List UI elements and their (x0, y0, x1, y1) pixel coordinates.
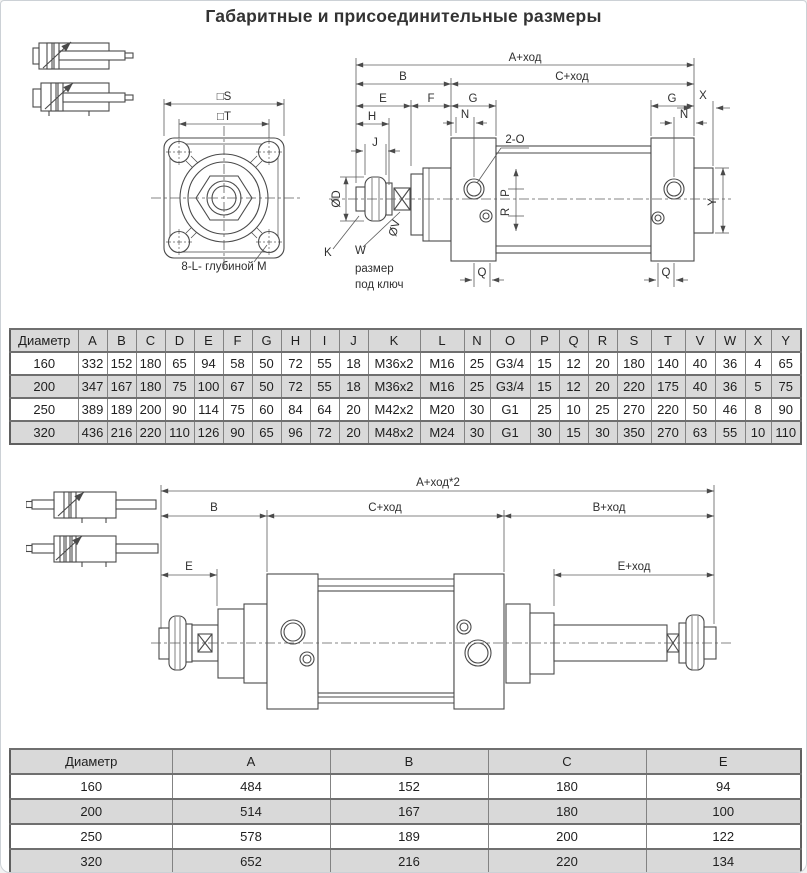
table-cell: 55 (310, 352, 339, 375)
column-header: A (78, 329, 107, 352)
table-row (10, 375, 801, 398)
table-cell: 152 (330, 774, 488, 799)
table-cell: 5 (745, 375, 771, 398)
column-header: S (617, 329, 651, 352)
table-cell: 30 (464, 421, 490, 444)
table-cell: 15 (530, 375, 559, 398)
table-cell: 180 (136, 352, 165, 375)
table-cell: 220 (136, 421, 165, 444)
table-cell: 40 (685, 352, 715, 375)
table-cell: 350 (617, 421, 651, 444)
dim-label-c-stroke: C+ход (368, 502, 402, 514)
table-cell: 220 (488, 849, 646, 873)
table-row (10, 824, 801, 849)
table-cell: 60 (252, 398, 281, 421)
cylinder-schematic-symbols-bottom (26, 488, 161, 573)
dim-label-square-t: □T (217, 111, 231, 123)
table-cell: 652 (172, 849, 330, 873)
dim-label-g-left: G (468, 93, 478, 105)
table-cell: 160 (10, 352, 78, 375)
dim-label-c-stroke: C+ход (555, 71, 589, 83)
table-cell: G3/4 (490, 352, 530, 375)
table-cell: 18 (339, 375, 368, 398)
table-row (10, 774, 801, 799)
table-cell: 25 (588, 398, 617, 421)
table-cell: 20 (339, 398, 368, 421)
table-cell: 389 (78, 398, 107, 421)
table-1-wrapper (9, 328, 802, 445)
table-cell: 30 (464, 398, 490, 421)
double-rod-side-view (151, 466, 751, 738)
table-cell: 167 (330, 799, 488, 824)
table-cell: 67 (223, 375, 252, 398)
table-cell: 134 (646, 849, 801, 873)
column-header: Q (559, 329, 588, 352)
page-title: Габаритные и присоединительные размеры (205, 6, 602, 26)
table-cell: 122 (646, 824, 801, 849)
table-cell: 72 (281, 375, 310, 398)
table-cell: 114 (194, 398, 223, 421)
dim-label-w: W (355, 245, 366, 257)
table-cell: 270 (651, 421, 685, 444)
table-cell: 90 (771, 398, 801, 421)
table-cell: 484 (172, 774, 330, 799)
port-callout-label: 2-O (505, 134, 525, 146)
table-cell: G3/4 (490, 375, 530, 398)
table-cell: M48x2 (368, 421, 420, 444)
column-header: C (488, 749, 646, 774)
column-header: I (310, 329, 339, 352)
column-header: A (172, 749, 330, 774)
table-cell: 200 (136, 398, 165, 421)
table-cell: 110 (771, 421, 801, 444)
table-cell: 216 (107, 421, 136, 444)
table-cell: 250 (10, 824, 172, 849)
dim-label-e: E (185, 561, 193, 573)
table-cell: 55 (310, 375, 339, 398)
column-header: W (715, 329, 745, 352)
thread-depth-note: 8-L- глубиной M (181, 261, 267, 273)
column-header: Диаметр (10, 749, 172, 774)
table-row (10, 799, 801, 824)
table-cell: M42x2 (368, 398, 420, 421)
table-cell: 220 (651, 398, 685, 421)
table-row (10, 849, 801, 873)
table-cell: 175 (651, 375, 685, 398)
table-cell: 347 (78, 375, 107, 398)
table-cell: G1 (490, 421, 530, 444)
dim-label-q-left: Q (477, 267, 487, 279)
column-header: V (685, 329, 715, 352)
dim-label-b: B (399, 71, 407, 83)
table-cell: 140 (651, 352, 685, 375)
dim-label-a-stroke: A+ход (508, 52, 542, 64)
dim-label-q-right: Q (661, 267, 671, 279)
table-cell: 200 (10, 375, 78, 398)
table-cell: 189 (107, 398, 136, 421)
table-cell: 20 (588, 352, 617, 375)
dim-label-dia-v: ØV (387, 218, 404, 238)
column-header: D (165, 329, 194, 352)
table-cell: M24 (420, 421, 464, 444)
table-cell: 110 (165, 421, 194, 444)
table-cell: 30 (588, 421, 617, 444)
table-cell: 200 (10, 799, 172, 824)
wrench-note-line2: под ключ (355, 279, 404, 291)
table-cell: 514 (172, 799, 330, 824)
table-cell: 167 (107, 375, 136, 398)
table-cell: 20 (588, 375, 617, 398)
table-row (10, 352, 801, 375)
table-cell: 4 (745, 352, 771, 375)
table-cell: 75 (223, 398, 252, 421)
dim-label-b-stroke: B+ход (592, 502, 626, 514)
table-cell: 216 (330, 849, 488, 873)
table-cell: M16 (420, 375, 464, 398)
table-cell: M20 (420, 398, 464, 421)
table-cell: 30 (530, 421, 559, 444)
cylinder-schematic-symbols-top (31, 39, 166, 119)
dim-label-n-left: N (460, 109, 470, 121)
table-cell: 320 (10, 421, 78, 444)
table-cell: 15 (559, 421, 588, 444)
column-header: F (223, 329, 252, 352)
table-2-wrapper (9, 748, 802, 873)
dim-label-r: R (500, 207, 512, 217)
table-cell: 12 (559, 352, 588, 375)
dim-label-j: J (372, 137, 378, 149)
column-header: T (651, 329, 685, 352)
table-cell: 180 (136, 375, 165, 398)
table-cell: 36 (715, 375, 745, 398)
table-cell: 36 (715, 352, 745, 375)
table-cell: 100 (646, 799, 801, 824)
dim-label-f: F (427, 93, 435, 105)
dim-label-h: H (367, 111, 377, 123)
table-cell: 332 (78, 352, 107, 375)
dim-label-n-right: N (679, 109, 689, 121)
table-cell: 72 (281, 352, 310, 375)
table-cell: 94 (646, 774, 801, 799)
table-cell: 200 (488, 824, 646, 849)
dim-label-e-stroke: E+ход (617, 561, 651, 573)
table-cell: 65 (771, 352, 801, 375)
column-header: L (420, 329, 464, 352)
flange-front-view (151, 86, 329, 286)
dimensions-table-main (9, 328, 802, 445)
table-cell: 15 (530, 352, 559, 375)
table-cell: M16 (420, 352, 464, 375)
table-cell: 250 (10, 398, 78, 421)
table-cell: 270 (617, 398, 651, 421)
single-rod-symbol-1 (33, 42, 133, 69)
column-header: E (646, 749, 801, 774)
cylinder-side-view (319, 41, 807, 309)
dim-label-g-right: G (667, 93, 677, 105)
table-cell: 46 (715, 398, 745, 421)
column-header: O (490, 329, 530, 352)
column-header: B (107, 329, 136, 352)
table-cell: 25 (464, 375, 490, 398)
table-cell: 65 (252, 421, 281, 444)
dimensions-table-double-rod (9, 748, 802, 873)
column-header: K (368, 329, 420, 352)
column-header: J (339, 329, 368, 352)
dim-label-e: E (379, 93, 387, 105)
single-rod-symbol-2 (33, 83, 133, 116)
column-header: R (588, 329, 617, 352)
table-cell: 75 (771, 375, 801, 398)
table-cell: 64 (310, 398, 339, 421)
header-row (10, 329, 801, 352)
table-cell: 18 (339, 352, 368, 375)
table-cell: 50 (252, 375, 281, 398)
column-header: Y (771, 329, 801, 352)
table-cell: 578 (172, 824, 330, 849)
column-header: E (194, 329, 223, 352)
double-rod-symbol-2 (26, 536, 158, 567)
dim-label-y: Y (707, 198, 719, 206)
column-header: G (252, 329, 281, 352)
dim-label-b: B (210, 502, 218, 514)
table-cell: 94 (194, 352, 223, 375)
table-row (10, 398, 801, 421)
table-cell: 126 (194, 421, 223, 444)
table-row (10, 421, 801, 444)
column-header: C (136, 329, 165, 352)
table-cell: 180 (488, 774, 646, 799)
column-header: P (530, 329, 559, 352)
table-cell: G1 (490, 398, 530, 421)
table-cell: 436 (78, 421, 107, 444)
dim-label-x: X (699, 90, 707, 102)
table-cell: 152 (107, 352, 136, 375)
table-cell: 10 (559, 398, 588, 421)
table-cell: 25 (464, 352, 490, 375)
table-cell: 100 (194, 375, 223, 398)
table-cell: 75 (165, 375, 194, 398)
wrench-note-line1: размер (355, 263, 394, 275)
column-header: Диаметр (10, 329, 78, 352)
table-cell: 90 (165, 398, 194, 421)
table-cell: M36x2 (368, 375, 420, 398)
table-cell: 72 (310, 421, 339, 444)
column-header: X (745, 329, 771, 352)
table-cell: M36x2 (368, 352, 420, 375)
table-cell: 180 (617, 352, 651, 375)
dim-label-a2-stroke: A+ход*2 (416, 477, 460, 489)
table-cell: 65 (165, 352, 194, 375)
table-cell: 40 (685, 375, 715, 398)
table-cell: 8 (745, 398, 771, 421)
table-cell: 10 (745, 421, 771, 444)
table-cell: 50 (685, 398, 715, 421)
table-cell: 58 (223, 352, 252, 375)
table-cell: 25 (530, 398, 559, 421)
table-cell: 20 (339, 421, 368, 444)
double-rod-symbol-1 (26, 492, 156, 523)
table-cell: 189 (330, 824, 488, 849)
column-header: N (464, 329, 490, 352)
dim-label-p: P (500, 189, 512, 197)
table-cell: 84 (281, 398, 310, 421)
table-cell: 220 (617, 375, 651, 398)
dim-label-k: K (324, 247, 332, 259)
dim-label-square-s: □S (216, 91, 232, 103)
table-cell: 96 (281, 421, 310, 444)
table-cell: 55 (715, 421, 745, 444)
column-header: B (330, 749, 488, 774)
table-cell: 160 (10, 774, 172, 799)
table-cell: 12 (559, 375, 588, 398)
table-cell: 320 (10, 849, 172, 873)
dim-label-dia-d: ØD (331, 190, 343, 208)
table-cell: 50 (252, 352, 281, 375)
table-cell: 90 (223, 421, 252, 444)
column-header: H (281, 329, 310, 352)
header-row (10, 749, 801, 774)
table-cell: 63 (685, 421, 715, 444)
table-cell: 180 (488, 799, 646, 824)
